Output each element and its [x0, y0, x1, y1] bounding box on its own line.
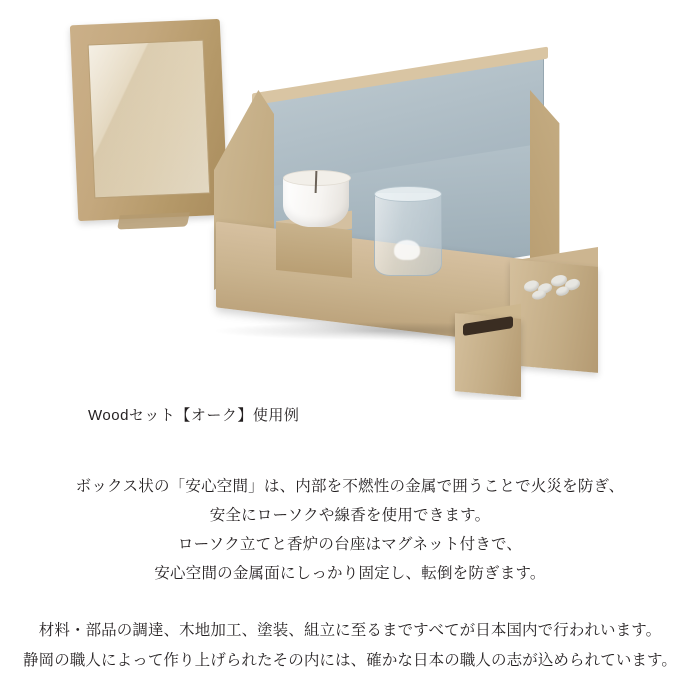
- description-line-2: 安全にローソクや線香を使用できます。: [209, 507, 491, 524]
- origin-line-1: 材料・部品の調達、木地加工、塗装、組立に至るまですべてが日本国内で行われいます。: [38, 622, 662, 639]
- pebble: [556, 286, 569, 297]
- photo-caption: Woodセット【オーク】使用例: [88, 407, 300, 424]
- description-line-3: ローソク立てと香炉の台座はマグネット付きで、: [177, 536, 523, 553]
- picture-frame-mat: [88, 40, 211, 199]
- picture-frame-stand: [117, 212, 190, 229]
- glass-cup-rim: [374, 186, 442, 202]
- glass-cup-tealight: [394, 240, 420, 260]
- description-line-1: ボックス状の「安心空間」は、内部を不燃性の金属で囲うことで火災を防ぎ、: [75, 478, 625, 495]
- pebble: [532, 289, 546, 300]
- origin-paragraph: [0, 616, 700, 676]
- picture-frame-glass: [89, 41, 210, 198]
- description-paragraph: [0, 472, 700, 588]
- description-line-4: 安心空間の金属面にしっかり固定し、転倒を防ぎます。: [154, 565, 546, 582]
- glass-cup: [374, 192, 442, 276]
- origin-line-2: 静岡の職人によって作り上げられたその内には、確かな日本の職人の志が込められています。: [23, 652, 677, 669]
- candle-holder: [276, 222, 352, 278]
